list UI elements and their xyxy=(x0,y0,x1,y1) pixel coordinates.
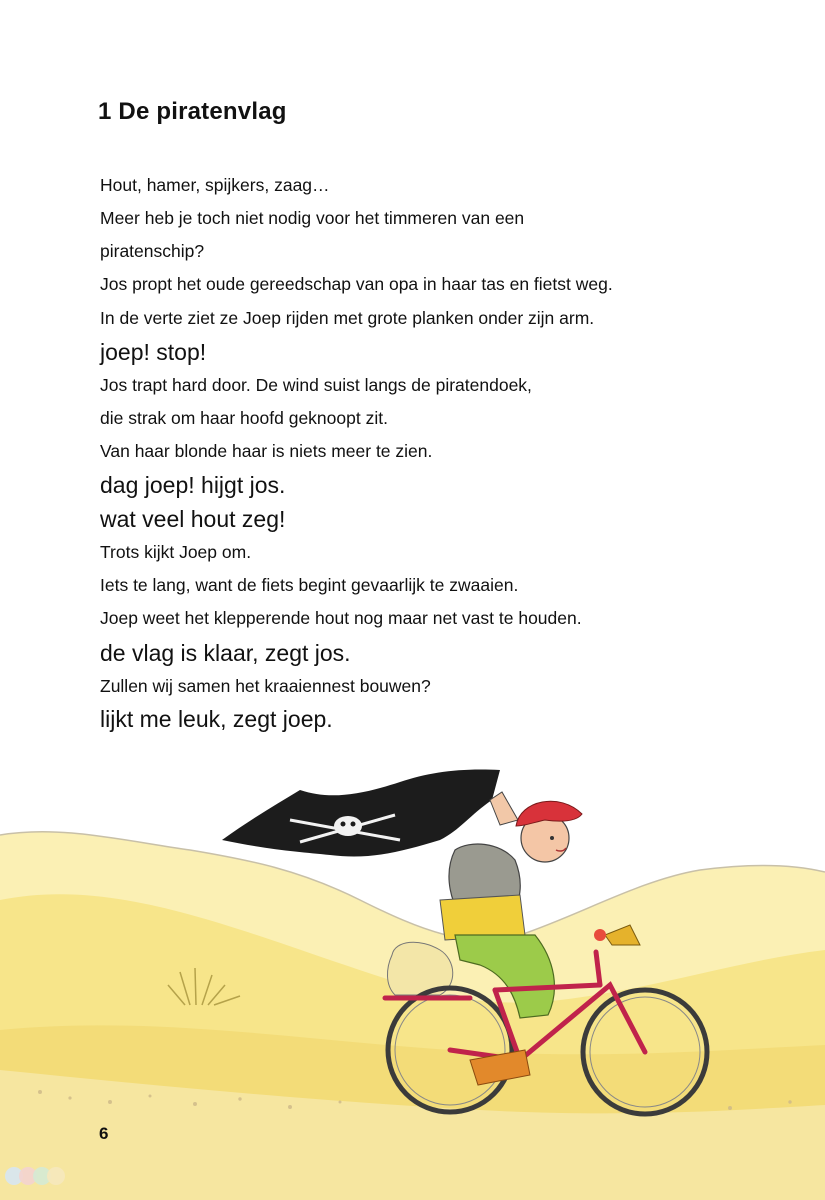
story-line: In de verte ziet ze Joep rijden met grote planken onder zijn arm. xyxy=(100,308,595,328)
story-line: die strak om haar hoofd geknoopt zit. xyxy=(100,408,388,428)
watermark-logo xyxy=(2,1158,74,1198)
story-line: piratenschip? xyxy=(100,241,205,261)
chapter-title: 1 De piratenvlag xyxy=(98,98,287,125)
dialogue-line: de vlag is klaar, zegt jos. xyxy=(100,640,351,666)
story-line: Jos trapt hard door. De wind suist langs de piratendoek, xyxy=(100,375,532,395)
dialogue-line: dag joep! hijgt jos. xyxy=(100,472,286,498)
story-line: Meer heb je toch niet nodig voor het timmeren van een xyxy=(100,208,525,228)
story-line: Van haar blonde haar is niets meer te zien. xyxy=(100,441,433,461)
story-line: Hout, hamer, spijkers, zaag… xyxy=(100,175,330,195)
story-line: Trots kijkt Joep om. xyxy=(100,542,252,562)
page-number: 6 xyxy=(99,1124,109,1143)
story-line: Joep weet het klepperende hout nog maar net vast te houden. xyxy=(100,608,582,628)
dialogue-line: joep! stop! xyxy=(100,339,207,365)
story-line: Iets te lang, want de fiets begint gevaarlijk te zwaaien. xyxy=(100,575,519,595)
cycling-pirate-illustration xyxy=(0,740,825,1200)
story-line: Jos propt het oude gereedschap van opa in haar tas en fietst weg. xyxy=(100,274,613,294)
story-line: Zullen wij samen het kraaiennest bouwen? xyxy=(100,676,431,696)
dialogue-line: lijkt me leuk, zegt joep. xyxy=(100,706,333,732)
dialogue-line: wat veel hout zeg! xyxy=(100,506,286,532)
